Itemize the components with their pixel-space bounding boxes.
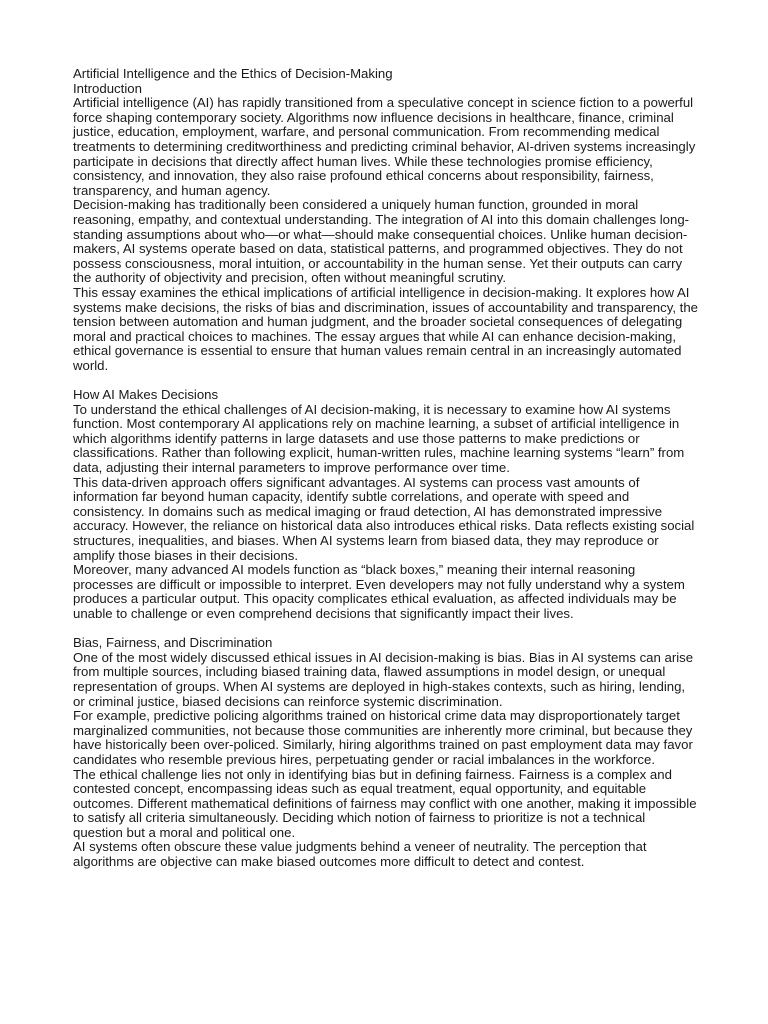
paragraph: AI systems often obscure these value judgments behind a veneer of neutrality. The perception that algorithms are objective can make biased outcomes more difficult to detect and contest. (73, 839, 647, 870)
section-heading-bias-fairness: Bias, Fairness, and Discrimination (73, 635, 273, 651)
section-heading-introduction: Introduction (73, 80, 142, 96)
paragraph: To understand the ethical challenges of AI decision-making, it is necessary to examine how AI systems function. Most contemporary AI applications rely on machine learning, a subset of artificial intelligence in which algorithms identify patterns in large datasets and use those patterns to make predictions or classifications. Rather than following explicit, human-written rules, machine learning systems “learn” from data, adjusting their internal parameters to improve performance over time. (73, 401, 685, 476)
paragraph: For example, predictive policing algorithms trained on historical crime data may disproportionately target marginalized communities, not because those communities are inherently more criminal, but because they have historically been over-policed. Similarly, hiring algorithms trained on past employment data may favor candidates who resemble previous hires, perpetuating gender or racial imbalances in the workforce. (73, 708, 693, 767)
paragraph: Decision-making has traditionally been considered a uniquely human function, grounded in moral reasoning, empathy, and contextual understanding. The integration of AI into this domain challenges long-standing assumptions about who—or what—should make consequential choices. Unlike human decision-makers, AI systems operate based on data, statistical patterns, and programmed objectives. They do not possess consciousness, moral intuition, or accountability in the human sense. Yet their outputs can carry the authority of objectivity and precision, often without meaningful scrutiny. (73, 197, 690, 286)
paragraph: The ethical challenge lies not only in identifying bias but in defining fairness. Fairness is a complex and contested concept, encompassing ideas such as equal treatment, equal opportunity, and equitable outcomes. Different mathematical definitions of fairness may conflict with one another, making it impossible to satisfy all criteria simultaneously. Deciding which notion of fairness to prioritize is not a technical question but a moral and political one. (73, 766, 697, 840)
paragraph: This data-driven approach offers significant advantages. AI systems can process vast amounts of information far beyond human capacity, identify subtle correlations, and operate with speed and consistency. In domains such as medical imaging or fraud detection, AI has demonstrated impressive accuracy. However, the reliance on historical data also introduces ethical risks. Data reflects existing social structures, inequalities, and biases. When AI systems learn from biased data, they may reproduce or amplify those biases in their decisions. (73, 474, 695, 563)
paragraph: One of the most widely discussed ethical issues in AI decision-making is bias. Bias in AI systems can arise from multiple sources, including biased training data, flawed assumptions in model design, or unequal representation of groups. When AI systems are deployed in high-stakes contexts, such as hiring, lending, or criminal justice, biased decisions can reinforce systemic discrimination. (73, 649, 694, 709)
paragraph: This essay examines the ethical implications of artificial intelligence in decision-making. It explores how AI systems make decisions, the risks of bias and discrimination, issues of accountability and transparency, the tension between automation and human judgment, and the broader societal consequences of delegating moral and practical choices to machines. The essay argues that while AI can enhance decision-making, ethical governance is essential to ensure that human values remain central in an increasingly automated world. (73, 284, 698, 373)
document-title: Artificial Intelligence and the Ethics of Decision-Making (73, 66, 393, 81)
paragraph: Artificial intelligence (AI) has rapidly transitioned from a speculative concept in science fiction to a powerful force shaping contemporary society. Algorithms now influence decisions in healthcare, finance, criminal justice, education, employment, warfare, and personal communication. From recommending medical treatments to determining creditworthiness and predicting criminal behavior, AI-driven systems increasingly participate in decisions that directly affect human lives. While these technologies promise efficiency, consistency, and innovation, they also raise profound ethical concerns about responsibility, fairness, transparency, and human agency. (73, 95, 696, 198)
section-spacer (73, 373, 698, 388)
section-heading-how-ai-makes-decisions: How AI Makes Decisions (73, 387, 219, 403)
paragraph: Moreover, many advanced AI models function as “black boxes,” meaning their internal reasoning processes are difficult or impossible to interpret. Even developers may not fully understand why a system produces a particular output. This opacity complicates ethical evaluation, as affected individuals may be unable to challenge or even comprehend decisions that significantly impact their lives. (73, 562, 685, 621)
section-spacer (73, 622, 698, 637)
document-page (73, 67, 698, 870)
